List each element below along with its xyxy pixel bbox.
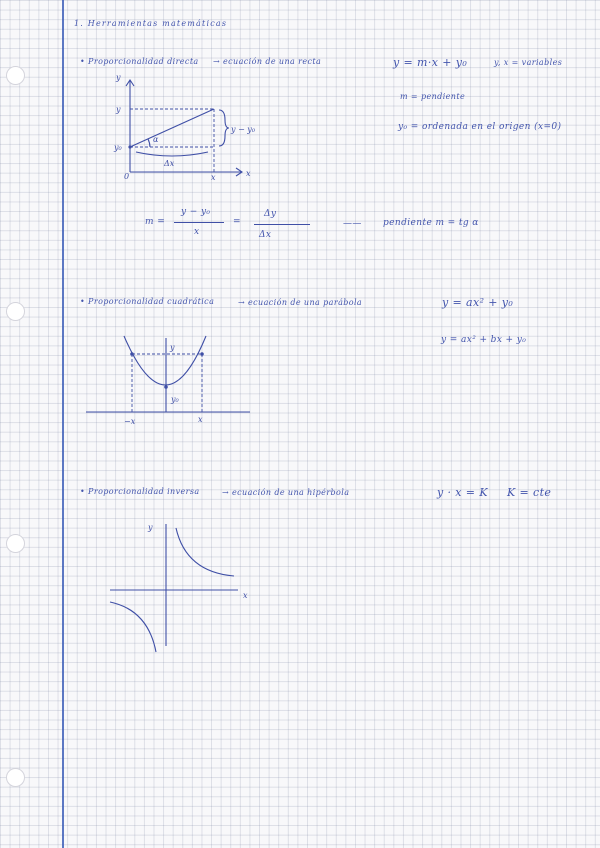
slope-denominator: x bbox=[194, 227, 200, 237]
slope-definition: m = pendiente bbox=[400, 92, 466, 101]
line-equation-label: → ecuación de una recta bbox=[213, 57, 322, 66]
equals-sign: = bbox=[233, 217, 241, 227]
parabola-equation-2: y = ax² + bx + y₀ bbox=[441, 335, 527, 345]
y-tick-label: y bbox=[170, 343, 175, 352]
y0-tick-label: y₀ bbox=[114, 143, 122, 152]
delta-y-numerator: Δy bbox=[264, 209, 277, 219]
constant-note: K = cte bbox=[507, 486, 552, 499]
parabola-equation-label: → ecuación de una parábola bbox=[238, 298, 363, 307]
x-tick-label: x bbox=[211, 173, 216, 182]
binder-hole bbox=[6, 534, 25, 553]
x-axis-label: x bbox=[246, 169, 251, 178]
variables-note: y, x = variables bbox=[494, 58, 563, 67]
x-axis-label: x bbox=[243, 591, 248, 600]
line-graph bbox=[108, 72, 258, 184]
parabola-graph bbox=[84, 330, 254, 430]
inverse-proportionality-heading: • Proporcionalidad inversa bbox=[80, 487, 200, 496]
slope-result: pendiente m = tg α bbox=[383, 218, 479, 228]
intercept-definition: y₀ = ordenada en el origen (x=0) bbox=[398, 122, 562, 132]
delta-x-denominator: Δx bbox=[259, 230, 272, 240]
parabola-equation-1: y = ax² + y₀ bbox=[442, 296, 514, 309]
origin-label: 0 bbox=[124, 172, 130, 181]
margin-line bbox=[62, 0, 64, 848]
fraction-bar bbox=[174, 222, 224, 223]
line-equation: y = m·x + y₀ bbox=[393, 56, 468, 69]
hyperbola-graph bbox=[106, 510, 256, 654]
hyperbola-equation-label: → ecuación de una hipérbola bbox=[222, 488, 350, 497]
arrow-dash: —— bbox=[343, 219, 362, 229]
y0-tick-label: y₀ bbox=[171, 395, 179, 404]
quadratic-proportionality-heading: • Proporcionalidad cuadrática bbox=[80, 297, 215, 306]
binder-hole bbox=[6, 768, 25, 787]
fraction-bar bbox=[254, 224, 310, 225]
slope-m-label: m = bbox=[145, 217, 166, 227]
neg-x-tick-label: −x bbox=[124, 417, 136, 426]
delta-x-label: Δx bbox=[164, 159, 175, 168]
alpha-angle-label: α bbox=[153, 135, 159, 144]
direct-proportionality-heading: • Proporcionalidad directa bbox=[80, 57, 199, 66]
hyperbola-equation: y · x = K bbox=[437, 486, 488, 499]
binder-hole bbox=[6, 302, 25, 321]
y-tick-label: y bbox=[116, 105, 121, 114]
y-axis-label: y bbox=[116, 73, 121, 82]
pos-x-tick-label: x bbox=[198, 415, 203, 424]
delta-y-label: y − y₀ bbox=[231, 125, 256, 134]
page-title: 1. Herramientas matemáticas bbox=[74, 19, 228, 28]
binder-hole bbox=[6, 66, 25, 85]
y-axis-label: y bbox=[148, 523, 153, 532]
slope-numerator: y − y₀ bbox=[181, 207, 211, 217]
